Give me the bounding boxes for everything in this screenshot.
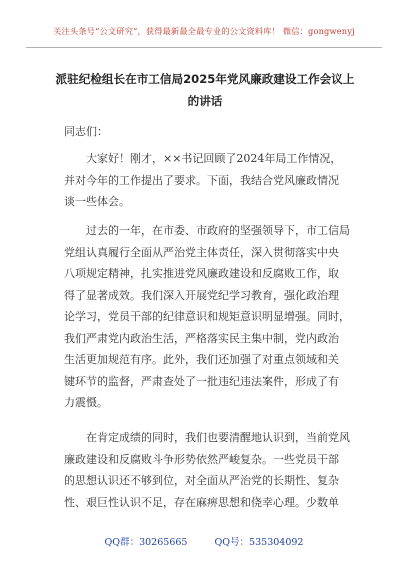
paragraph-line: 键环节的监督，严肃查处了一批违纪违法案件，形成了有 — [64, 374, 339, 388]
paragraph-1 — [64, 148, 354, 213]
paragraph-line: 在肯定成绩的同时，我们也要清醒地认识到，当前党风 — [86, 431, 350, 444]
title-line-2: 的讲话 — [187, 94, 223, 108]
paragraph-line: 生活更加规范有序。此外，我们还加强了对重点领域和关 — [64, 353, 339, 366]
paragraph-line: 党组认真履行全面从严治党主体责任，深入贯彻落实中央 — [64, 245, 339, 259]
paragraph-line: 过去的一年，在市委、市政府的坚强领导下，市工信局 — [86, 224, 350, 237]
header-divider — [26, 47, 382, 48]
paragraph-line: 性、艰巨性认识不足，存在麻痹思想和侥幸心理。少数单 — [64, 495, 339, 509]
paragraph-line: 八项规定精神，扎实推进党风廉政建设和反腐败工作，取 — [64, 267, 339, 280]
footer-contact — [0, 534, 408, 548]
title-line-1: 派驻纪检组长在市工信局2025年党风廉政建设工作会议上 — [55, 72, 355, 86]
salutation: 同志们： — [64, 125, 108, 138]
paragraph-2 — [64, 220, 354, 414]
header-promo-note: 关注头条号“公文研究”，获得最新最全最专业的公文资料库！ 微信：gongwenyj — [53, 26, 355, 36]
paragraph-line: 并对今年的工作提出了要求。下面，我结合党风廉政情况 — [64, 173, 339, 187]
document-title — [40, 68, 370, 112]
footer-qq-group: QQ群：30265665 — [104, 537, 188, 548]
paragraph-line: 廉政建设和反腐败斗争形势依然严峻复杂。一些党员干部 — [64, 452, 339, 466]
paragraph-line: 谈一些体会。 — [64, 195, 130, 208]
paragraph-3 — [64, 427, 354, 513]
footer-qq-number: QQ号：535304092 — [214, 537, 304, 548]
paragraph-line: 的思想认识还不够到位，对全面从严治党的长期性、复杂 — [64, 474, 339, 487]
paragraph-line: 论学习，党员干部的纪律意识和规矩意识明显增强。同时， — [64, 310, 350, 323]
paragraph-line: 力震慑。 — [64, 396, 108, 409]
paragraph-line: 大家好！刚才，××书记回顾了2024年局工作情况， — [86, 152, 342, 165]
paragraph-line: 我们严肃党内政治生活，严格落实民主集中制，党内政治 — [64, 331, 339, 345]
paragraph-line: 得了显著成效。我们深入开展党纪学习教育，强化政治理 — [64, 288, 339, 302]
